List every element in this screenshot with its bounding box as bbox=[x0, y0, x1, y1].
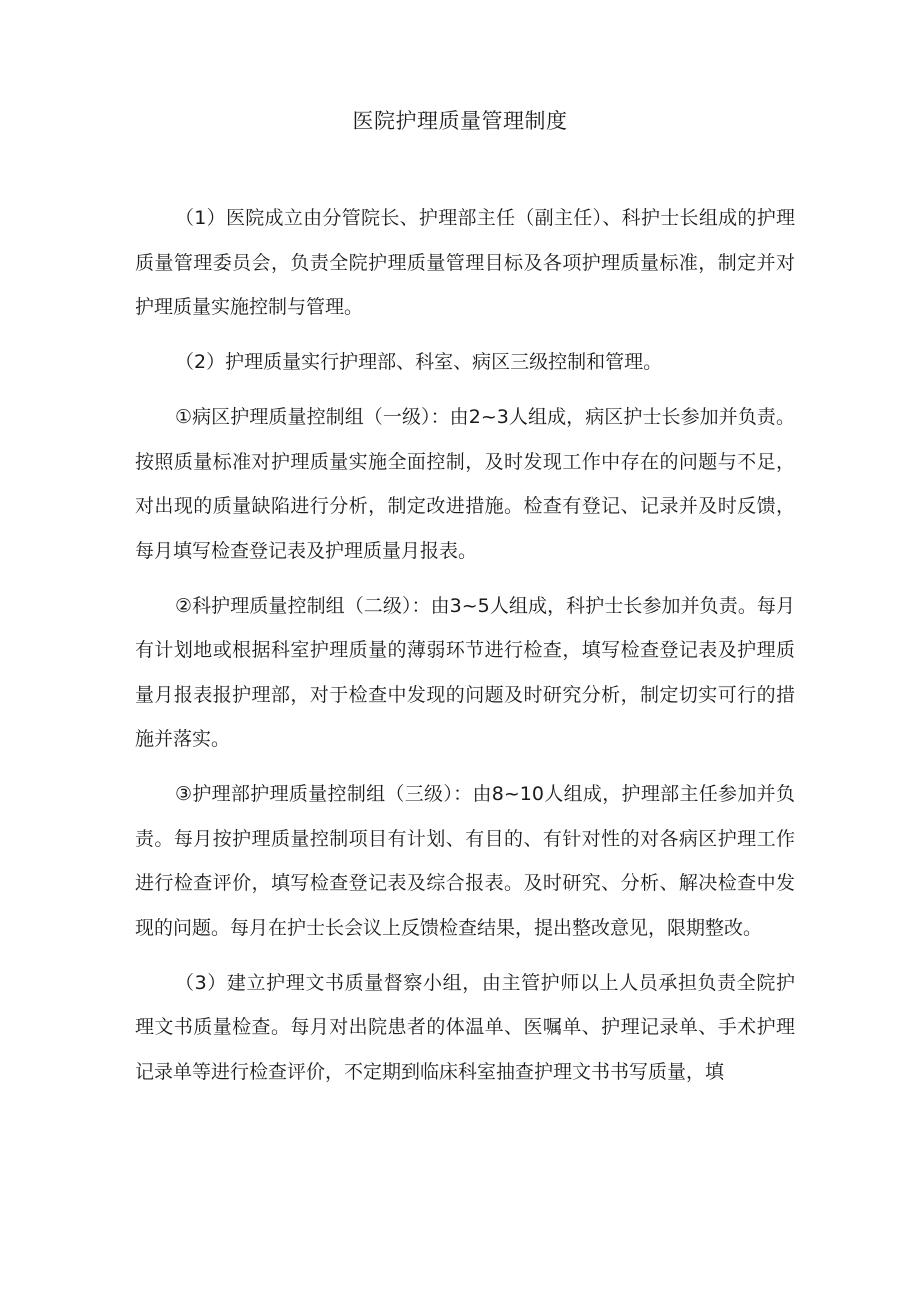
paragraph-5: ③护理部护理质量控制组（三级）：由8~10人组成，护理部主任参加并负责。每月按护理质量控制项目有计划、有目的、有针对性的对各病区护理工作进行检查评价，填写检查登记表及综合报表。及时研究、分析、解决检查中发现的问题。每月在护士长会议上反馈检查结果，提出整改意见，限期整改。 bbox=[135, 783, 795, 939]
paragraph-1: （1）医院成立由分管院长、护理部主任（副主任）、科护士长组成的护理质量管理委员会，负责全院护理质量管理目标及各项护理质量标准，制定并对护理质量实施控制与管理。 bbox=[135, 207, 795, 318]
document-title: 医院护理质量管理制度 bbox=[352, 109, 568, 133]
paragraph-6: （3）建立护理文书质量督察小组，由主管护师以上人员承担负责全院护理文书质量检查。每月对出院患者的体温单、医嘱单、护理记录单、手术护理记录单等进行检查评价，不定期到临床科室抽查护理文书书写质量，填 bbox=[135, 971, 795, 1083]
paragraph-2: （2）护理质量实行护理部、科室、病区三级控制和管理。 bbox=[175, 351, 663, 373]
paragraph-3: ①病区护理质量控制组（一级）：由2~3人组成，病区护士长参加并负责。按照质量标准对护理质量实施全面控制，及时发现工作中存在的问题与不足，对出现的质量缺陷进行分析，制定改进措施。检查有登记、记录并及时反馈，每月填写检查登记表及护理质量月报表。 bbox=[135, 406, 795, 562]
document-body bbox=[135, 196, 795, 1105]
paragraph-4: ②科护理质量控制组（二级）：由3~5人组成，科护士长参加并负责。每月有计划地或根据科室护理质量的薄弱环节进行检查，填写检查登记表及护理质量月报表报护理部，对于检查中发现的问题及时研究分析，制定切实可行的措施并落实。 bbox=[135, 594, 795, 750]
